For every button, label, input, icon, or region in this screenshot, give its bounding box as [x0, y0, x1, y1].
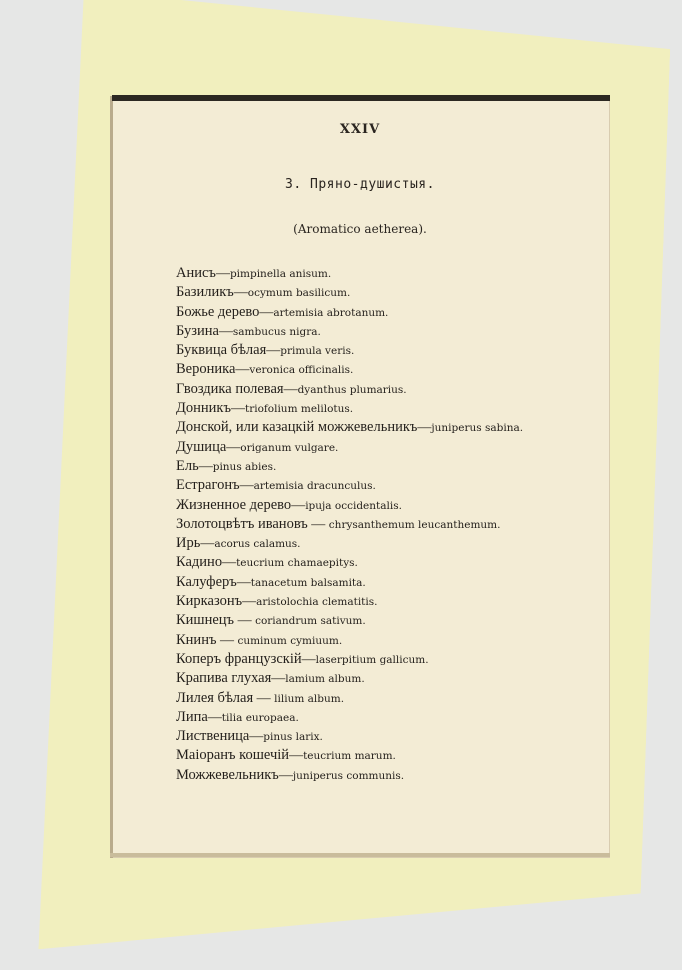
latin-name: lamium album.: [285, 673, 365, 686]
page-number: XXIV: [339, 122, 381, 137]
page-top-edge: [112, 95, 610, 101]
dash: —: [301, 651, 316, 667]
russian-name: Лилея бѣлая: [176, 689, 254, 706]
russian-name: Коперъ французскій: [176, 650, 302, 667]
list-item: [176, 551, 596, 570]
russian-name: Божье дерево: [176, 303, 260, 320]
latin-name: juniperus communis.: [292, 769, 405, 782]
latin-name: lilium album.: [274, 692, 345, 705]
list-item: [176, 301, 596, 320]
list-item: [176, 590, 596, 609]
latin-name: pinus abies.: [212, 460, 277, 473]
russian-name: Ирь: [176, 535, 201, 552]
list-item: [176, 648, 596, 667]
dash: —: [239, 478, 254, 494]
russian-name: Кадино: [176, 554, 223, 571]
latin-name: artemisia dracunculus.: [253, 480, 376, 493]
russian-name: Калуферъ: [176, 573, 237, 590]
latin-name: chrysanthemum leucanthemum.: [328, 518, 501, 531]
list-item: [176, 262, 596, 281]
russian-name: Кирказонъ: [176, 593, 243, 610]
list-item: [176, 725, 596, 744]
list-item: [176, 339, 596, 358]
russian-name: Липа: [176, 708, 208, 725]
dash: —: [200, 536, 215, 552]
list-item: [176, 687, 596, 706]
russian-name: Анисъ: [176, 265, 216, 281]
dash: —: [218, 323, 233, 339]
latin-name: laserpitium gallicum.: [315, 653, 429, 666]
dash: —: [283, 381, 298, 397]
dash: —: [307, 516, 329, 532]
latin-name: juniperus sabina.: [431, 422, 524, 435]
dash: —: [234, 613, 256, 629]
russian-name: Ель: [176, 457, 199, 474]
latin-name: teucrium chamaepitys.: [236, 557, 358, 570]
list-item: [176, 629, 596, 648]
list-item: [176, 513, 596, 532]
dash: —: [235, 362, 250, 378]
dash: —: [233, 285, 248, 301]
list-item: [176, 744, 596, 763]
russian-name: Книнъ: [176, 631, 217, 648]
list-item: [176, 416, 596, 435]
russian-name: Крапива глухая: [176, 670, 272, 687]
list-item: [176, 494, 596, 513]
dash: —: [198, 458, 213, 474]
list-item: [176, 474, 596, 493]
latin-name: artemisia abrotanum.: [273, 306, 389, 319]
list-item: [176, 764, 596, 783]
russian-name: Базиликъ: [176, 284, 234, 301]
list-item: [176, 436, 596, 455]
dash: —: [417, 420, 432, 436]
list-item: [176, 378, 596, 397]
dash: —: [266, 343, 281, 359]
dash: —: [291, 497, 306, 513]
list-item: [176, 358, 596, 377]
dash: —: [249, 729, 264, 745]
latin-name: teucrium marum.: [303, 750, 396, 763]
dash: —: [215, 266, 230, 281]
section-subtitle: (Aromatico aetherea).: [293, 222, 427, 236]
dash: —: [271, 671, 286, 687]
russian-name: Донской, или казацкій можжевельникъ: [176, 419, 418, 436]
russian-name: Кишнецъ: [176, 612, 235, 629]
latin-name: pimpinella anisum.: [229, 268, 332, 280]
latin-name: ipuja occidentalis.: [305, 499, 402, 512]
dash: —: [222, 555, 237, 571]
russian-name: Гвоздика полевая: [176, 380, 284, 397]
russian-name: Донникъ: [176, 400, 231, 417]
latin-name: pinus larix.: [263, 731, 323, 744]
latin-name: triofolium melilotus.: [244, 403, 354, 416]
list-item: [176, 609, 596, 628]
latin-name: origanum vulgare.: [240, 441, 339, 454]
latin-name: dyanthus plumarius.: [297, 383, 407, 396]
list-item: [176, 571, 596, 590]
page-left-edge: [110, 96, 113, 858]
dash: —: [259, 304, 274, 320]
latin-name: aristolochia clematitis.: [256, 596, 378, 609]
dash: —: [242, 594, 257, 610]
russian-name: Вероника: [176, 361, 236, 378]
plant-list: [176, 262, 596, 783]
dash: —: [207, 709, 222, 725]
russian-name: Душица: [176, 438, 227, 455]
dash: —: [253, 690, 275, 706]
list-item: [176, 667, 596, 686]
latin-name: acorus calamus.: [214, 538, 301, 551]
russian-name: Естрагонъ: [176, 477, 240, 494]
dash: —: [216, 632, 238, 648]
page-bottom-edge: [110, 853, 610, 857]
dash: —: [289, 748, 304, 764]
latin-name: tilia europaea.: [221, 711, 299, 724]
list-item: [176, 320, 596, 339]
dash: —: [230, 401, 245, 417]
list-item: [176, 455, 596, 474]
section-title: 3. Пряно-душистыя.: [285, 177, 435, 192]
dash: —: [278, 767, 293, 783]
russian-name: Бузина: [176, 322, 219, 339]
latin-name: ocymum basilicum.: [247, 287, 351, 300]
latin-name: sambucus nigra.: [232, 325, 321, 338]
russian-name: Буквица бѣлая: [176, 342, 267, 359]
list-item: [176, 532, 596, 551]
latin-name: primula veris.: [280, 345, 355, 358]
list-item: [176, 397, 596, 416]
latin-name: coriandrum sativum.: [255, 615, 366, 628]
russian-name: Маіоранъ кошечій: [176, 747, 290, 764]
dash: —: [236, 574, 251, 590]
russian-name: Можжевельникъ: [176, 766, 279, 783]
latin-name: veronica officinalis.: [249, 364, 354, 377]
list-item: [176, 281, 596, 300]
latin-name: cuminum cymiuum.: [237, 634, 343, 647]
russian-name: Жизненное дерево: [176, 496, 292, 513]
russian-name: Лиственица: [176, 728, 250, 745]
dash: —: [226, 439, 241, 455]
list-item: [176, 706, 596, 725]
latin-name: tanacetum balsamita.: [250, 576, 366, 589]
russian-name: Золотоцвѣтъ ивановъ: [176, 515, 308, 532]
